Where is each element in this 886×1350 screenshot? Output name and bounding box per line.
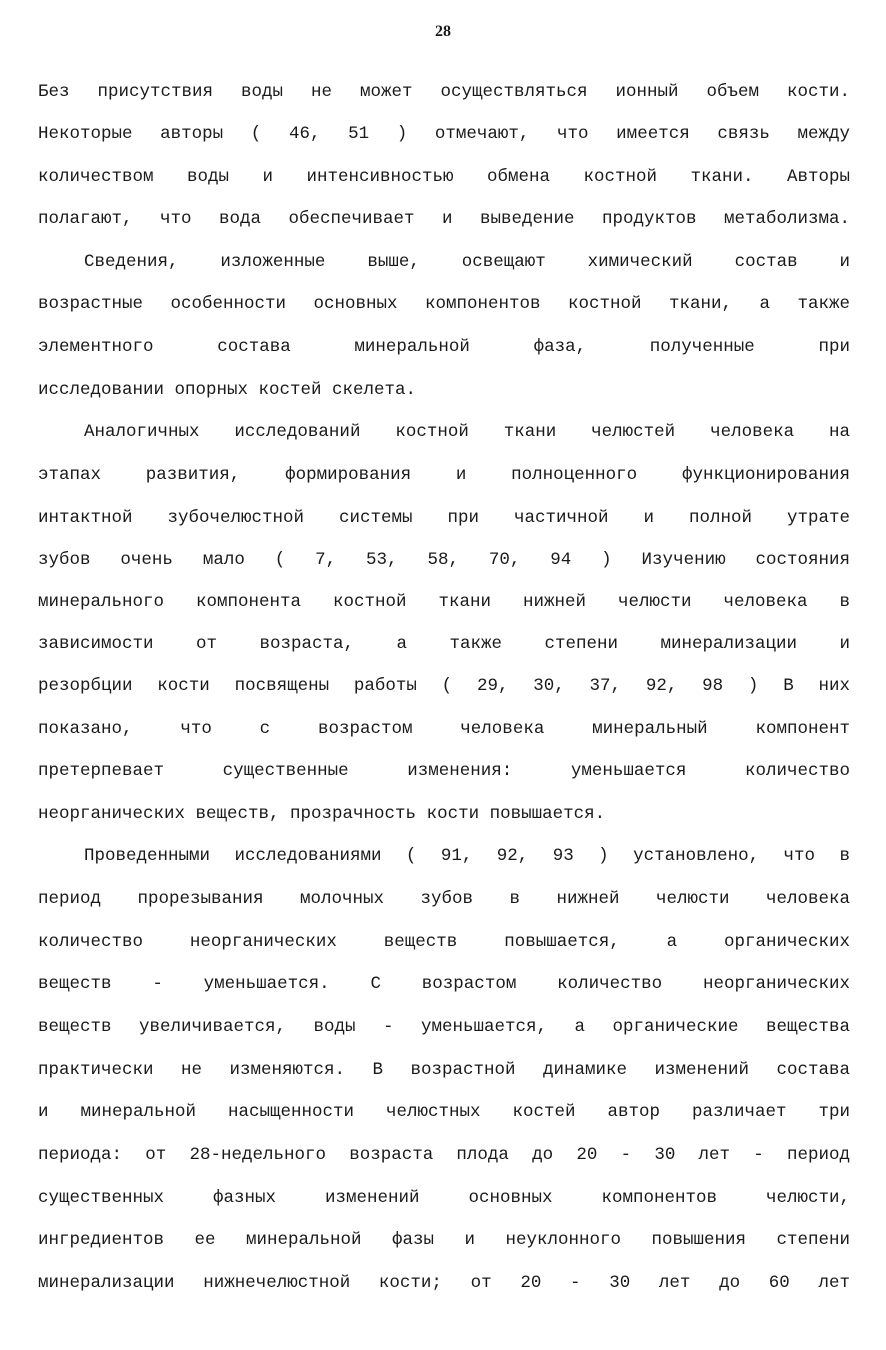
text-line: этапах развития, формирования и полноценного функционирования [38, 465, 850, 485]
text-line: зависимости от возраста, а также степени минерализации и [38, 634, 850, 654]
text-line: и минеральной насыщенности челюстных костей автор различает три [38, 1102, 850, 1122]
text-line: ингредиентов ее минеральной фазы и неуклонного повышения степени [38, 1230, 850, 1250]
text-line: возрастные особенности основных компонентов костной ткани, а также [38, 294, 850, 314]
text-line: количество неорганических веществ повышается, а органических [38, 932, 850, 952]
text-line: периода: от 28-недельного возраста плода до 20 - 30 лет - период [38, 1145, 850, 1165]
text-line: элементного состава минеральной фаза, полученные при [38, 337, 850, 357]
text-line: показано, что с возрастом человека минеральный компонент [38, 719, 850, 739]
text-line: резорбции кости посвящены работы ( 29, 30, 37, 92, 98 ) В них [38, 676, 850, 696]
text-line: минерального компонента костной ткани нижней челюсти человека в [38, 592, 850, 612]
text-line: период прорезывания молочных зубов в нижней челюсти человека [38, 889, 850, 909]
text-line: существенных фазных изменений основных компонентов челюсти, [38, 1188, 850, 1208]
text-line: интактной зубочелюстной системы при частичной и полной утрате [38, 508, 850, 528]
text-line: зубов очень мало ( 7, 53, 58, 70, 94 ) Изучению состояния [38, 550, 850, 570]
text-line: веществ увеличивается, воды - уменьшается, а органические вещества [38, 1017, 850, 1037]
paragraph-first-line: Аналогичных исследований костной ткани челюстей человека на [84, 422, 850, 442]
text-line: минерализации нижнечелюстной кости; от 20 - 30 лет до 60 лет [38, 1273, 850, 1293]
text-line: количеством воды и интенсивностью обмена костной ткани. Авторы [38, 167, 850, 187]
text-line: Без присутствия воды не может осуществляться ионный объем кости. [38, 82, 850, 102]
paragraph-last-line: неорганических веществ, прозрачность кости повышается. [38, 804, 606, 824]
text-line: практически не изменяются. В возрастной динамике изменений состава [38, 1060, 850, 1080]
page-number: 28 [435, 23, 451, 40]
text-line: Некоторые авторы ( 46, 51 ) отмечают, что имеется связь между [38, 124, 850, 144]
paragraph-first-line: Сведения, изложенные выше, освещают химический состав и [84, 252, 850, 272]
paragraph-first-line: Проведенными исследованиями ( 91, 92, 93 ) установлено, что в [84, 846, 850, 866]
paragraph-last-line: исследовании опорных костей скелета. [38, 380, 417, 400]
text-line: претерпевает существенные изменения: уменьшается количество [38, 761, 850, 781]
text-line: веществ - уменьшается. С возрастом количество неорганических [38, 974, 850, 994]
text-line: полагают, что вода обеспечивает и выведение продуктов метаболизма. [38, 209, 850, 229]
